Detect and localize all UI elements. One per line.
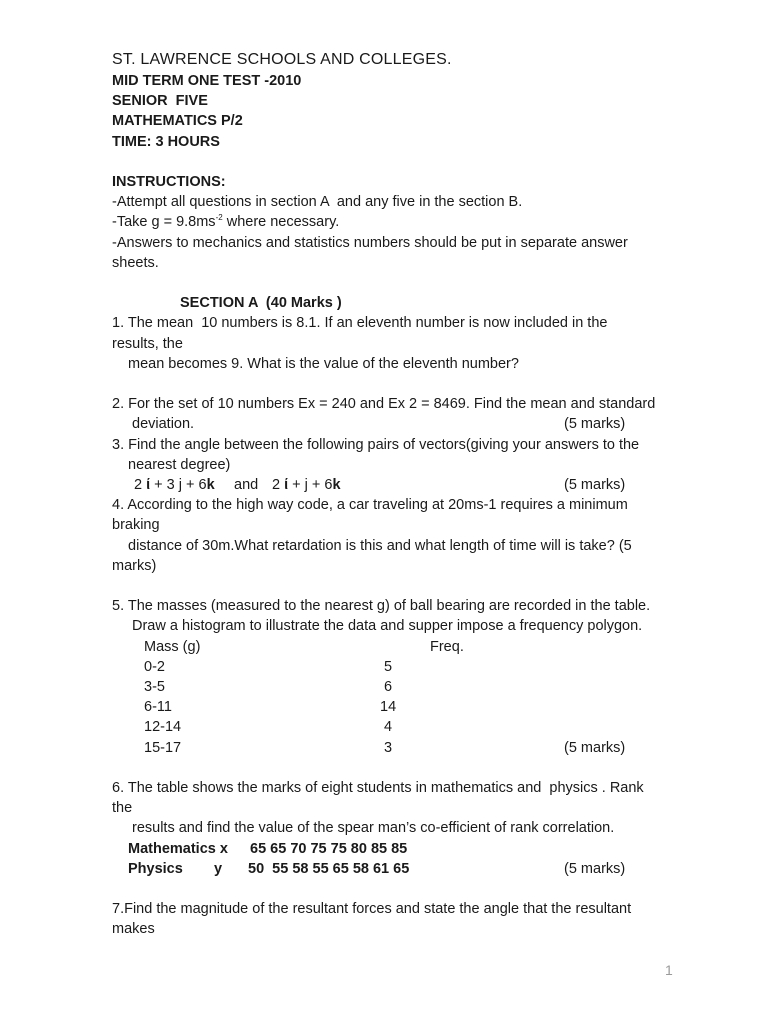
marks-label: (5 marks) — [564, 860, 626, 877]
col-freq: Freq. — [430, 638, 464, 655]
question-2: 2. For the set of 10 numbers Ex = 240 and Ex 2 = 8469. Find the mean and standard — [112, 396, 656, 413]
question-1: 1. The mean 10 numbers is 8.1. If an eleventh number is now included in the — [112, 315, 608, 332]
table-row: 15-17 3 (5 marks) — [112, 738, 712, 758]
subject: MATHEMATICS P/2 — [112, 113, 243, 130]
page-number: 1 — [665, 962, 673, 978]
table-row: 12-14 4 — [144, 719, 393, 736]
class-name: SENIOR FIVE — [112, 93, 208, 110]
table-row: 3-5 6 — [144, 678, 393, 695]
marks-label: (5 marks) — [564, 416, 626, 433]
question-4-cont: braking — [112, 517, 160, 534]
physics-marks-row: Physics y 50 55 58 55 65 58 61 65 (5 marks) — [112, 859, 712, 879]
instruction-line: -Answers to mechanics and statistics numbers should be put in separate answer — [112, 234, 628, 251]
question-3-cont: nearest degree) — [128, 456, 231, 473]
mass-table-header — [112, 637, 712, 657]
question-6-cont: results and find the value of the spear man’s co-efficient of rank correlation. — [132, 820, 615, 837]
question-5: 5. The masses (measured to the nearest g) of ball bearing are recorded in the table. — [112, 598, 651, 615]
question-4: 4. According to the high way code, a car traveling at 20ms-1 requires a minimum — [112, 497, 628, 514]
question-3: 3. Find the angle between the following pairs of vectors(giving your answers to the — [112, 436, 640, 453]
table-row: 0-2 5 — [144, 658, 393, 675]
question-1-cont: mean becomes 9. What is the value of the eleventh number? — [128, 355, 519, 372]
vector-2: 2 ί + j + 6k — [272, 477, 341, 493]
question-6-cont: the — [112, 800, 133, 817]
test-title: MID TERM ONE TEST -2010 — [112, 73, 302, 89]
question-2-cont: deviation. (5 marks) — [112, 414, 712, 434]
school-name: ST. LAWRENCE SCHOOLS AND COLLEGES. — [112, 51, 452, 68]
vector-1: 2 ί + 3 j + 6k — [134, 477, 215, 493]
exam-page — [112, 50, 712, 939]
question-7: 7.Find the magnitude of the resultant forces and state the angle that the resultant — [112, 901, 632, 918]
question-1-cont: results, the — [112, 335, 183, 352]
maths-marks-row: Mathematics x 65 65 70 75 75 80 85 85 — [128, 840, 408, 857]
table-row: 6-11 14 — [144, 699, 397, 716]
question-7-cont: makes — [112, 921, 155, 938]
col-mass: Mass (g) — [144, 638, 201, 655]
instruction-line: -Take $g = 9.8ms^{-2}$ where necessary. — [112, 213, 340, 231]
question-5-cont: Draw a histogram to illustrate the data and supper impose a frequency polygon. — [132, 618, 643, 635]
question-6: 6. The table shows the marks of eight students in mathematics and physics . Rank — [112, 779, 644, 796]
instruction-line: -Attempt all questions in section A and any five in the section B. — [112, 194, 523, 211]
marks-label: (5 marks) — [564, 739, 626, 756]
time-allowed: TIME: 3 HOURS — [112, 133, 220, 150]
section-a-heading: SECTION A (40 Marks ) — [180, 295, 342, 312]
instruction-line: sheets. — [112, 254, 159, 271]
question-3-vectors: 2 ί + 3 j + 6k and 2 ί + j + 6k (5 marks) — [112, 475, 712, 495]
question-4-cont: distance of 30m.What retardation is this and what length of time will is take? (5 — [128, 537, 632, 554]
marks-label: (5 marks) — [564, 477, 626, 493]
instructions-heading: INSTRUCTIONS: — [112, 174, 226, 190]
question-4-cont: marks) — [112, 557, 157, 574]
superscript: -2 — [215, 213, 223, 223]
